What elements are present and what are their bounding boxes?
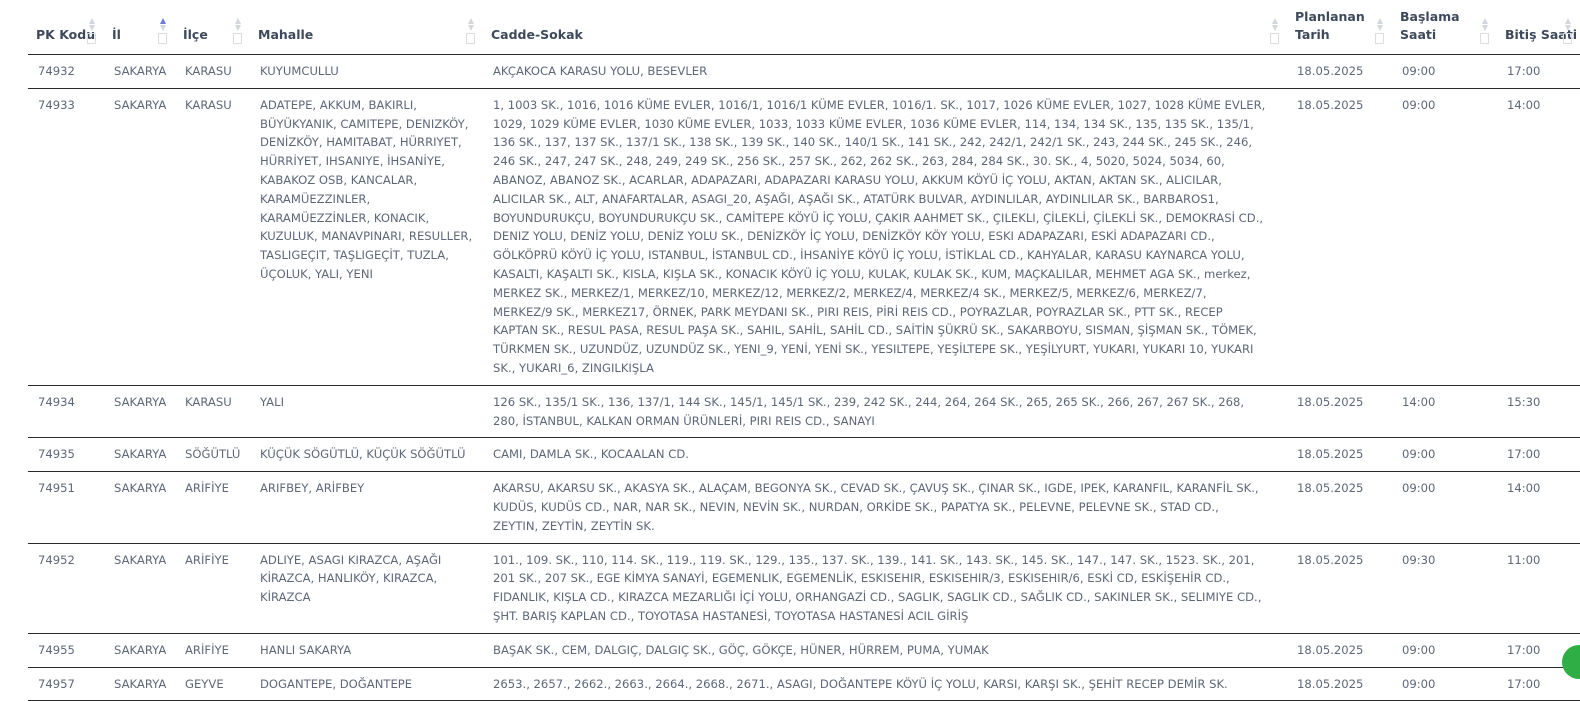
sort-asc-icon (1565, 18, 1571, 24)
column-header-label: İlçe (183, 27, 208, 42)
column-header-label: İl (112, 27, 121, 42)
cell-mahalle: DOGANTEPE, DOĞANTEPE (250, 667, 483, 701)
cell-bitis: 14:00 (1497, 472, 1580, 543)
column-header-bitis[interactable] (1497, 0, 1580, 55)
cell-mahalle: HANLI SAKARYA (250, 633, 483, 667)
sort-asc-icon (468, 18, 474, 24)
column-header-label: PK Kodu (36, 27, 96, 42)
sort-asc-icon (160, 18, 166, 24)
column-header-pk[interactable] (28, 0, 104, 55)
cell-il: SAKARYA (104, 633, 175, 667)
filter-icon (1375, 33, 1384, 44)
cell-cadde: 2653., 2657., 2662., 2663., 2664., 2668., 2671., ASAGI, DOĞANTEPE KÖYÜ İÇ YOLU, KARSI, KARŞI SK., ŞEHİT RECEP DEMİR SK. (483, 667, 1287, 701)
sort-asc-icon (235, 18, 241, 24)
column-header-label: Bitiş Saati (1505, 27, 1577, 42)
column-header-mahalle[interactable] (250, 0, 483, 55)
sort-desc-icon (1272, 25, 1278, 31)
table-body (28, 55, 1580, 701)
cell-tarih: 18.05.2025 (1287, 472, 1392, 543)
cell-cadde: 101., 109. SK., 110, 114. SK., 119., 119. SK., 129., 135., 137. SK., 139., 141. SK., 143. SK., 145. SK., 147., 147. SK., 1523. SK., 201, 201 SK., 207 SK., EGE KİMYA SANAYİ, EGEMENLIK, EGEMENLİK, ESKISEHIR, ESKISEHIR/3, ESKISEHIR/6, ESKİ CD, ESKİŞEHİR CD., FIDANLIK, KIŞLA CD., KIRAZCA MEZARLIĞI İÇİ YOLU, ORHANGAZİ CD., SAGLIK, SAGLIK CD., SAĞLIK CD., SAKINLER SK., SELIMIYE CD., ŞHT. BARIŞ KAPLAN CD., TOYOTASA HASTANESİ, TOYOTASA HASTANESİ ACIL GİRİŞ (483, 543, 1287, 633)
cell-pk: 74955 (28, 633, 104, 667)
cell-pk: 74935 (28, 438, 104, 472)
cell-bitis: 14:00 (1497, 88, 1580, 385)
table-row[interactable] (28, 438, 1580, 472)
outage-table (28, 0, 1580, 701)
sort-icon[interactable] (1479, 18, 1491, 44)
cell-tarih: 18.05.2025 (1287, 385, 1392, 438)
sort-asc-icon (1272, 18, 1278, 24)
cell-mahalle: ADATEPE, AKKUM, BAKIRLI, BÜYÜKYANIK, CAMITEPE, DENIZKÖY, DENİZKÖY, HAMITABAT, HÜRRIYET, HÜRRİYET, IHSANIYE, İHSANİYE, KABAKOZ OSB, KANCALAR, KARAMÜEZZINLER, KARAMÜEZZİNLER, KONACIK, KUZULUK, MANAVPINARI, RESULLER, TASLIGEÇIT, TAŞLIGEÇİT, TUZLA, ÜÇOLUK, YALI, YENI (250, 88, 483, 385)
cell-ilce: ARİFİYE (175, 472, 250, 543)
cell-il: SAKARYA (104, 543, 175, 633)
table-row[interactable] (28, 633, 1580, 667)
filter-icon (1480, 33, 1489, 44)
sort-asc-icon (89, 18, 95, 24)
cell-tarih: 18.05.2025 (1287, 55, 1392, 89)
cell-baslama: 09:00 (1392, 438, 1497, 472)
cell-bitis: 17:00 (1497, 667, 1580, 701)
cell-pk: 74952 (28, 543, 104, 633)
table-row[interactable] (28, 385, 1580, 438)
table-header-row (28, 0, 1580, 55)
cell-il: SAKARYA (104, 667, 175, 701)
sort-icon[interactable] (157, 18, 169, 44)
filter-icon (1563, 33, 1572, 44)
filter-icon (466, 33, 475, 44)
cell-baslama: 09:00 (1392, 633, 1497, 667)
cell-tarih: 18.05.2025 (1287, 633, 1392, 667)
cell-mahalle: KÜÇÜK SÖGÜTLÜ, KÜÇÜK SÖĞÜTLÜ (250, 438, 483, 472)
cell-baslama: 09:00 (1392, 88, 1497, 385)
cell-bitis: 11:00 (1497, 543, 1580, 633)
column-header-label: Planlanan Tarih (1295, 9, 1365, 42)
cell-ilce: ARİFİYE (175, 543, 250, 633)
sort-icon[interactable] (86, 18, 98, 44)
cell-bitis: 17:00 (1497, 55, 1580, 89)
sort-asc-icon (1482, 18, 1488, 24)
column-header-il[interactable] (104, 0, 175, 55)
cell-tarih: 18.05.2025 (1287, 88, 1392, 385)
column-header-tarih[interactable] (1287, 0, 1392, 55)
cell-pk: 74933 (28, 88, 104, 385)
cell-baslama: 14:00 (1392, 385, 1497, 438)
cell-pk: 74932 (28, 55, 104, 89)
cell-mahalle: ADLIYE, ASAGI KIRAZCA, AŞAĞI KİRAZCA, HANLIKÖY, KIRAZCA, KİRAZCA (250, 543, 483, 633)
table-row[interactable] (28, 667, 1580, 701)
sort-icon[interactable] (1269, 18, 1281, 44)
sort-icon[interactable] (1374, 18, 1386, 44)
cell-il: SAKARYA (104, 438, 175, 472)
cell-ilce: KARASU (175, 88, 250, 385)
filter-icon (1270, 33, 1279, 44)
sort-icon[interactable] (232, 18, 244, 44)
outage-table-container (28, 0, 1580, 701)
column-header-label: Başlama Saati (1400, 9, 1460, 42)
sort-asc-icon (1377, 18, 1383, 24)
cell-tarih: 18.05.2025 (1287, 543, 1392, 633)
cell-bitis: 17:00 (1497, 438, 1580, 472)
cell-baslama: 09:00 (1392, 667, 1497, 701)
cell-tarih: 18.05.2025 (1287, 667, 1392, 701)
sort-desc-icon (235, 25, 241, 31)
filter-icon (233, 33, 242, 44)
sort-desc-icon (89, 25, 95, 31)
cell-tarih: 18.05.2025 (1287, 438, 1392, 472)
table-row[interactable] (28, 55, 1580, 89)
cell-il: SAKARYA (104, 55, 175, 89)
column-header-cadde[interactable] (483, 0, 1287, 55)
cell-ilce: ARİFİYE (175, 633, 250, 667)
cell-pk: 74934 (28, 385, 104, 438)
cell-ilce: SÖĞÜTLÜ (175, 438, 250, 472)
filter-icon (158, 33, 167, 44)
cell-bitis: 15:30 (1497, 385, 1580, 438)
cell-cadde: 126 SK., 135/1 SK., 136, 137/1, 144 SK., 145/1, 145/1 SK., 239, 242 SK., 244, 264, 264 SK., 265, 265 SK., 266, 267, 267 SK., 268, 280, İSTANBUL, KALKAN ORMAN ÜRÜNLERİ, PIRI REIS CD., SANAYI (483, 385, 1287, 438)
cell-il: SAKARYA (104, 88, 175, 385)
column-header-label: Mahalle (258, 27, 314, 42)
filter-icon (87, 33, 96, 44)
sort-icon[interactable] (1562, 18, 1574, 44)
cell-il: SAKARYA (104, 385, 175, 438)
cell-cadde: BAŞAK SK., CEM, DALGIÇ, DALGIÇ SK., GÖÇ, GÖKÇE, HÜNER, HÜRREM, PUMA, YUMAK (483, 633, 1287, 667)
sort-desc-icon (160, 25, 166, 31)
cell-bitis: 17:00 (1497, 633, 1580, 667)
cell-mahalle: KUYUMCULLU (250, 55, 483, 89)
cell-ilce: KARASU (175, 55, 250, 89)
cell-il: SAKARYA (104, 472, 175, 543)
cell-baslama: 09:30 (1392, 543, 1497, 633)
sort-desc-icon (468, 25, 474, 31)
cell-mahalle: YALI (250, 385, 483, 438)
cell-pk: 74957 (28, 667, 104, 701)
table-row[interactable] (28, 88, 1580, 385)
cell-ilce: KARASU (175, 385, 250, 438)
cell-ilce: GEYVE (175, 667, 250, 701)
cell-cadde: CAMI, DAMLA SK., KOCAALAN CD. (483, 438, 1287, 472)
sort-desc-icon (1565, 25, 1571, 31)
cell-baslama: 09:00 (1392, 472, 1497, 543)
cell-cadde: AKÇAKOCA KARASU YOLU, BESEVLER (483, 55, 1287, 89)
column-header-baslama[interactable] (1392, 0, 1497, 55)
cell-cadde: AKARSU, AKARSU SK., AKASYA SK., ALAÇAM, BEGONYA SK., CEVAD SK., ÇAVUŞ SK., ÇINAR SK., IGDE, IPEK, KARANFIL, KARANFİL SK., KUDÜS, KUDÜS CD., NAR, NAR SK., NEVIN, NEVİN SK., NURDAN, ORKİDE SK., PAPATYA SK., PELEVNE, PELEVNE SK., STAD CD., ZEYTIN, ZEYTİN, ZEYTİN SK. (483, 472, 1287, 543)
cell-mahalle: ARIFBEY, ARİFBEY (250, 472, 483, 543)
cell-pk: 74951 (28, 472, 104, 543)
sort-desc-icon (1482, 25, 1488, 31)
cell-baslama: 09:00 (1392, 55, 1497, 89)
cell-cadde: 1, 1003 SK., 1016, 1016 KÜME EVLER, 1016/1, 1016/1 KÜME EVLER, 1016/1. SK., 1017, 1026 KÜME EVLER, 1027, 1028 KÜME EVLER, 1029, 1029 KÜME EVLER, 1030 KÜME EVLER, 1033, 1033 KÜME EVLER, 1036 KÜME EVLER, 114, 134, 134 SK., 135, 135 SK., 135/1, 136 SK., 137, 137 SK., 137/1 SK., 138 SK., 139 SK., 140 SK., 140/1 SK., 141 SK., 242, 242/1, 242/1 SK., 243, 244 SK., 245 SK., 246, 246 SK., 247, 247 SK., 248, 249, 249 SK., 256 SK., 257 SK., 262, 262 SK., 263, 284, 284 SK., 30. SK., 4, 5020, 5024, 5034, 60, ABANOZ, ABANOZ SK., ACARLAR, ADAPAZARI, ADAPAZARI KARASU YOLU, AKKUM KÖYÜ İÇ YOLU, AKTAN, AKTAN SK., ALICILAR, ALICILAR SK., ALT, ANAFARTALAR, ASAGI_20, AŞAĞI, AŞAĞI SK., ATATÜRK BULVAR, AYDINLILAR, AYDINLILAR SK., BARBAROS1, BOYUNDURUKÇU, BOYUNDURUKÇU SK., CAMİTEPE KÖYÜ İÇ YOLU, ÇAKIR AAHMET SK., ÇILEKLI, ÇİLEKLİ, ÇİLEKLİ SK., DEMOKRASİ CD., DENIZ YOLU, DENİZ YOLU, DENİZ YOLU SK., DENİZKÖY İÇ YOLU, DENİZKÖY KÖY YOLU, ESKI ADAPAZARI, ESKİ ADAPAZARI CD., GÖLKÖPRÜ KÖYÜ İÇ YOLU, ISTANBUL, İSTANBUL CD., İHSANİYE KÖYÜ İÇ YOLU, İSTİKLAL CD., KAHYALAR, KARASU KAYNARCA YOLU, KASALTI, KAŞALTI SK., KISLA, KIŞLA SK., KONACIK KÖYÜ İÇ YOLU, KULAK, KULAK SK., KUM, MAÇKALILAR, MEHMET AGA SK., merkez, MERKEZ SK., MERKEZ/1, MERKEZ/10, MERKEZ/12, MERKEZ/2, MERKEZ/4, MERKEZ/4 SK., MERKEZ/5, MERKEZ/6, MERKEZ/7, MERKEZ/9 SK., MERKEZ17, ÖRNEK, PARK MEYDANI SK., PIRI REIS, PİRİ REIS CD., POYRAZLAR, POYRAZLAR SK., PTT SK., RECEP KAPTAN SK., RESUL PASA, RESUL PAŞA SK., SAHIL, SAHİL, SAHİL CD., SAİTİN ŞÜKRÜ SK., SAKARBOYU, SISMAN, ŞİŞMAN SK., TÖMEK, TÜRKMEN SK., UZUNDÜZ, UZUNDÜZ SK., YENI_9, YENİ, YENİ SK., YESILTEPE, YEŞİLTEPE SK., YEŞİLYURT, YUKARI, YUKARI 10, YUKARI SK., YUKARI_6, ZINGILKIŞLA (483, 88, 1287, 385)
sort-desc-icon (1377, 25, 1383, 31)
column-header-ilce[interactable] (175, 0, 250, 55)
table-row[interactable] (28, 472, 1580, 543)
column-header-label: Cadde-Sokak (491, 27, 583, 42)
table-row[interactable] (28, 543, 1580, 633)
sort-icon[interactable] (465, 18, 477, 44)
